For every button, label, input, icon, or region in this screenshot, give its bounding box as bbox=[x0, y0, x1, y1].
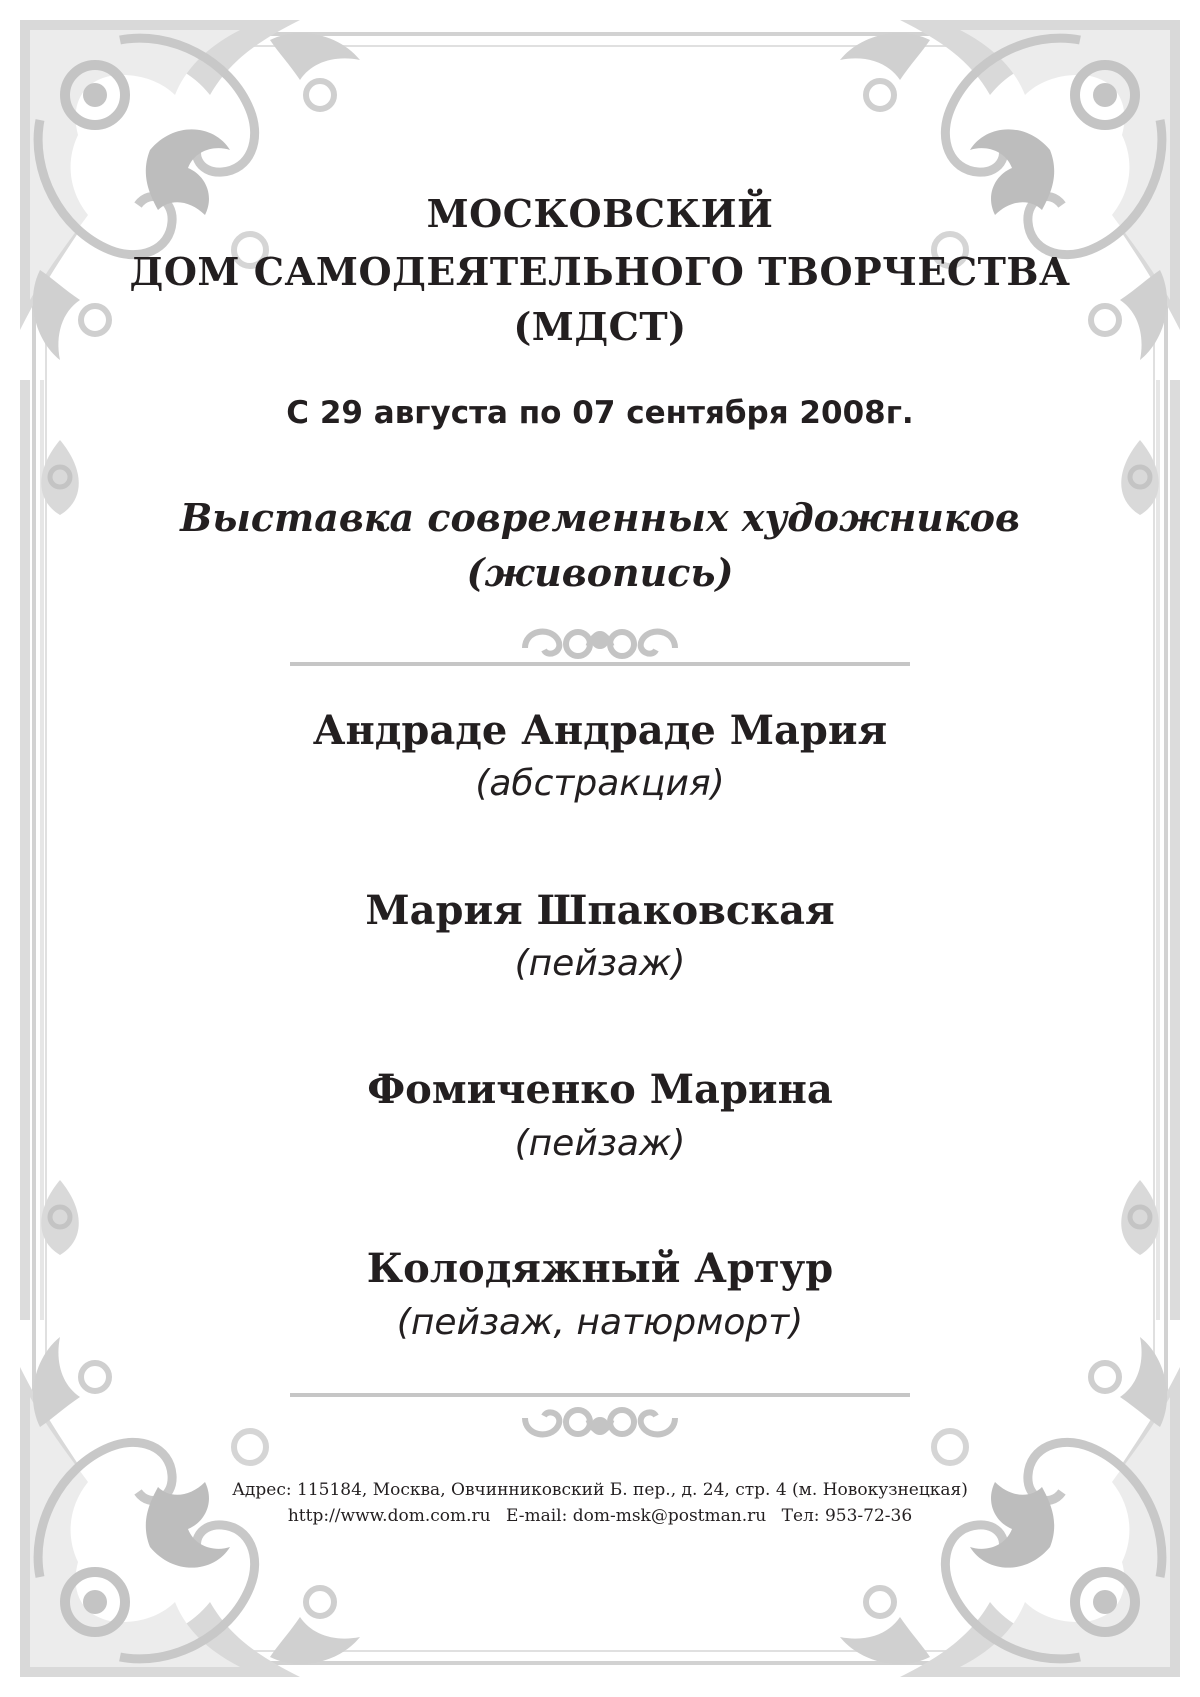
exhibition-title: Выставка современных художников bbox=[180, 495, 1020, 540]
artist-genre: (абстракция) bbox=[475, 763, 725, 804]
organization-abbreviation: (МДСТ) bbox=[513, 304, 687, 349]
exhibition-subtitle: (живопись) bbox=[466, 550, 734, 595]
footer-phone: Тел: 953-72-36 bbox=[781, 1506, 913, 1526]
artist-genre: (пейзаж) bbox=[514, 943, 686, 984]
artist-name: Андраде Андраде Мария bbox=[312, 707, 888, 754]
artist-genre: (пейзаж, натюрморт) bbox=[396, 1302, 804, 1343]
footer-email[interactable]: E-mail: dom-msk@postman.ru bbox=[505, 1506, 767, 1526]
artist-genre: (пейзаж) bbox=[514, 1123, 686, 1164]
artist-name: Мария Шпаковская bbox=[365, 887, 835, 934]
footer-address: Адрес: 115184, Москва, Овчинниковский Б. пер., д. 24, стр. 4 (м. Новокузнецкая) bbox=[232, 1480, 968, 1500]
footer-contacts bbox=[0, 1503, 1200, 1529]
footer-website[interactable]: http://www.dom.com.ru bbox=[287, 1506, 491, 1526]
organization-name-line2: ДОМ САМОДЕЯТЕЛЬНОГО ТВОРЧЕСТВА bbox=[129, 249, 1071, 294]
artist-name: Фомиченко Марина bbox=[367, 1066, 833, 1113]
exhibition-dates: С 29 августа по 07 сентября 2008г. bbox=[286, 395, 914, 431]
artist-name: Колодяжный Артур bbox=[366, 1245, 834, 1292]
organization-name-line1: МОСКОВСКИЙ bbox=[426, 191, 774, 236]
